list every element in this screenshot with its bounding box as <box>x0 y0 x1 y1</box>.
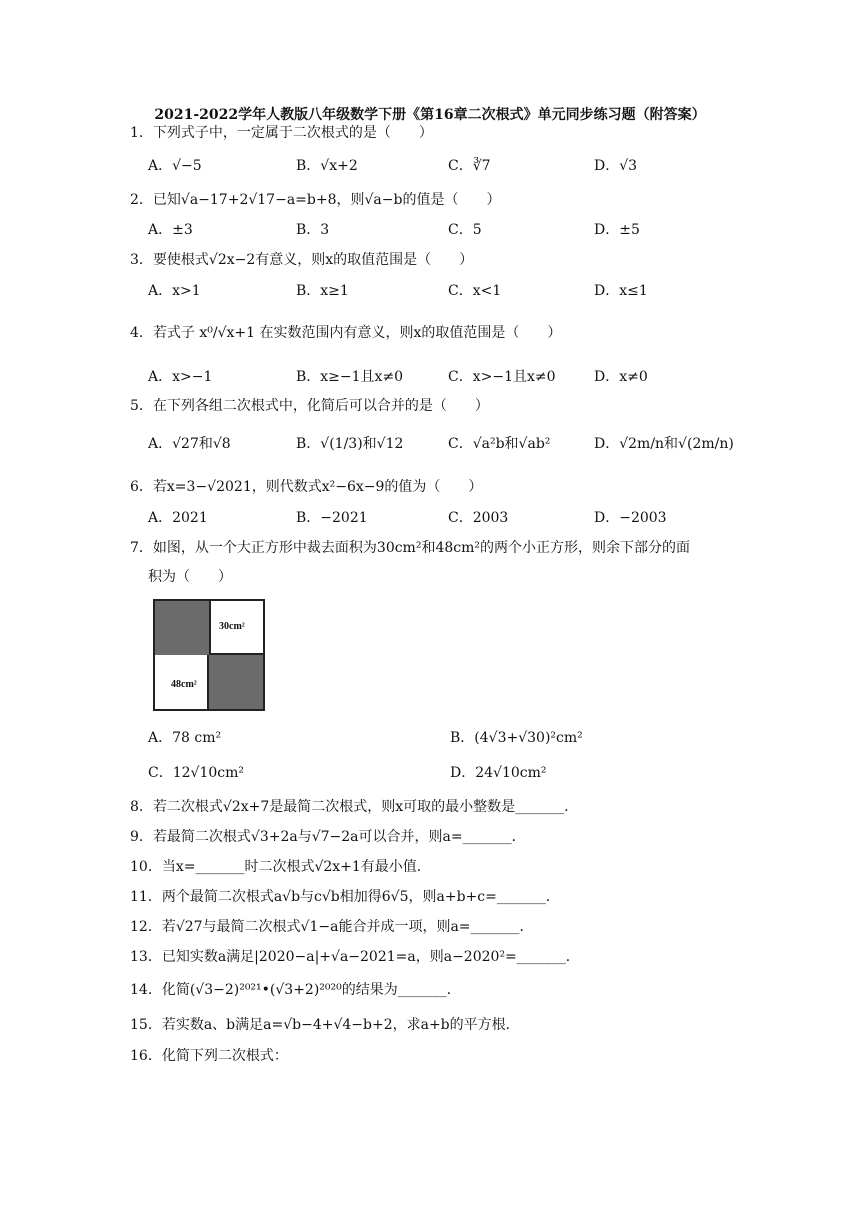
question-15: 15．若实数a、b满足a=√b−4+√4−b+2，求a+b的平方根． <box>130 1017 520 1033</box>
question-7: 7．如图，从一个大正方形中裁去面积为30cm²和48cm²的两个小正方形，则余下部分的面 <box>130 540 690 556</box>
q2-option-c: C．5 <box>448 222 482 238</box>
question-10: 10．当x=_______时二次根式√2x+1有最小值． <box>130 859 431 875</box>
small-square-30 <box>209 601 263 655</box>
q6-option-a: A．2021 <box>148 510 208 526</box>
question-16: 16．化简下列二次根式： <box>130 1048 288 1064</box>
question-3: 3．要使根式√2x−2有意义，则x的取值范围是（ ） <box>130 252 474 268</box>
q1-option-b: B．√x+2 <box>296 158 358 174</box>
question-2: 2．已知√a−17+2√17−a=b+8，则√a−b的值是（ ） <box>130 192 501 208</box>
q5-option-d: D．√2m/n和√(2m/n) <box>594 436 734 452</box>
q3-option-c: C．x<1 <box>448 283 502 299</box>
q2-option-a: A．±3 <box>148 222 193 238</box>
q1-option-a: A．√−5 <box>148 158 202 174</box>
q2-option-d: D．±5 <box>594 222 640 238</box>
q4-option-a: A．x>−1 <box>148 369 213 385</box>
question-6: 6．若x=3−√2021，则代数式x²−6x−9的值为（ ） <box>130 479 483 495</box>
q4-option-b: B．x≥−1且x≠0 <box>296 369 404 385</box>
q4-option-c: C．x>−1且x≠0 <box>448 369 556 385</box>
question-11: 11．两个最简二次根式a√b与c√b相加得6√5，则a+b+c=_______． <box>130 889 560 905</box>
question-7-cont: 积为（ ） <box>148 569 232 585</box>
q1-option-c: C．∛7 <box>448 158 491 174</box>
question-13: 13．已知实数a满足|2020−a|+√a−2021=a，则a−2020²=_______． <box>130 949 580 965</box>
q5-option-c: C．√a²b和√ab² <box>448 436 551 452</box>
q7-option-a: A．78 cm² <box>148 730 222 746</box>
label-30cm2: 30cm² <box>219 621 245 632</box>
small-square-48 <box>155 655 209 709</box>
q2-option-b: B．3 <box>296 222 330 238</box>
shaded-region-bottom-right <box>209 655 263 709</box>
q3-option-a: A．x>1 <box>148 283 201 299</box>
question-1: 1．下列式子中，一定属于二次根式的是（ ） <box>130 125 433 141</box>
squares-figure <box>153 599 265 711</box>
question-9: 9．若最简二次根式√3+2a与√7−2a可以合并，则a=_______． <box>130 829 526 845</box>
q5-option-a: A．√27和√8 <box>148 436 231 452</box>
shaded-region-top-left <box>155 601 209 655</box>
q6-option-d: D．−2003 <box>594 510 667 526</box>
q7-option-b: B．(4√3+√30)²cm² <box>450 730 583 746</box>
q3-option-d: D．x≤1 <box>594 283 648 299</box>
question-14: 14．化简(√3−2)²⁰²¹•(√3+2)²⁰²⁰的结果为_______． <box>130 982 461 998</box>
question-12: 12．若√27与最简二次根式√1−a能合并成一项，则a=_______． <box>130 919 534 935</box>
question-4: 4．若式子 x⁰/√x+1 在实数范围内有意义，则x的取值范围是（ ） <box>130 325 562 341</box>
question-5: 5．在下列各组二次根式中，化简后可以合并的是（ ） <box>130 398 489 414</box>
q7-option-d: D．24√10cm² <box>450 765 547 781</box>
q1-option-d: D．√3 <box>594 158 638 174</box>
page-title: 2021-2022学年人教版八年级数学下册《第16章二次根式》单元同步练习题（附答案） <box>154 107 706 123</box>
q4-option-d: D．x≠0 <box>594 369 648 385</box>
q7-option-c: C．12√10cm² <box>148 765 244 781</box>
q6-option-c: C．2003 <box>448 510 509 526</box>
q6-option-b: B．−2021 <box>296 510 368 526</box>
q3-option-b: B．x≥1 <box>296 283 349 299</box>
q5-option-b: B．√(1/3)和√12 <box>296 436 404 452</box>
label-48cm2: 48cm² <box>171 679 197 690</box>
question-8: 8．若二次根式√2x+7是最简二次根式，则x可取的最小整数是_______． <box>130 799 579 815</box>
